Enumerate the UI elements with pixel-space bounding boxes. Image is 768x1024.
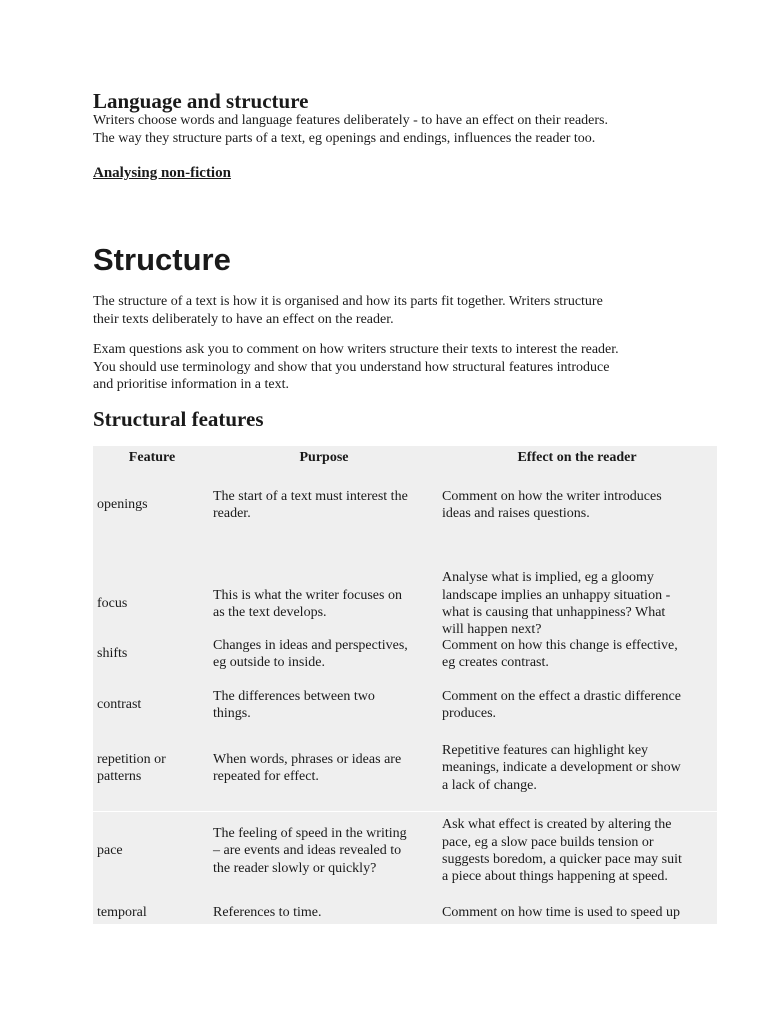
purpose-cell: [213, 898, 435, 928]
cell-line: The start of a text must interest the: [213, 488, 408, 504]
cell-line: things.: [213, 706, 251, 721]
feature-cell: [97, 674, 207, 736]
purpose-cell: [213, 732, 435, 804]
cell-line: When words, phrases or ideas are: [213, 751, 402, 767]
cell-line: produces.: [442, 706, 497, 721]
table-row: [93, 898, 717, 928]
cell-line: a lack of change.: [442, 777, 537, 793]
cell-line: reader.: [213, 506, 251, 521]
header-effect: Effect on the reader: [517, 450, 637, 466]
section-title: Structure: [93, 242, 231, 277]
effect-cell: [442, 810, 714, 892]
table-row: [93, 674, 717, 736]
cell-line: repetition or: [97, 751, 166, 767]
cell-line: References to time.: [213, 905, 322, 921]
page-heading: Language and structure: [93, 89, 309, 113]
cell-line: Comment on the effect a drastic difference: [442, 688, 681, 704]
row-divider: [93, 811, 717, 812]
cell-line: focus: [97, 596, 128, 612]
cell-line: Comment on how this change is effective,: [442, 637, 678, 653]
table-header-row: [93, 446, 717, 470]
table-row: [93, 810, 717, 892]
feature-cell: [97, 898, 207, 928]
structure-paragraph-1: [93, 293, 693, 328]
structural-features-table: [93, 446, 717, 924]
purpose-cell: [213, 810, 435, 892]
purpose-cell: [213, 674, 435, 736]
cell-line: Comment on how time is used to speed up: [442, 905, 680, 921]
effect-cell: [442, 732, 714, 804]
cell-line: pace: [97, 843, 123, 859]
cell-line: will happen next?: [442, 622, 542, 638]
cell-line: temporal: [97, 905, 147, 921]
table-row: [93, 732, 717, 804]
cell-line: Ask what effect is created by altering the: [442, 817, 672, 833]
paragraph-line: You should use terminology and show that you understand how structural features introduce: [93, 359, 610, 375]
cell-line: landscape implies an unhappy situation -: [442, 587, 671, 603]
cell-line: Repetitive features can highlight key: [442, 742, 649, 758]
cell-line: ideas and raises questions.: [442, 506, 590, 521]
paragraph-line: The structure of a text is how it is organised and how its parts fit together. Writers structure: [93, 294, 603, 309]
effect-cell: [442, 674, 714, 736]
cell-line: a piece about things happening at speed.: [442, 869, 668, 885]
header-purpose: Purpose: [299, 450, 349, 466]
cell-line: contrast: [97, 697, 142, 713]
intro-paragraph: [93, 112, 693, 147]
structure-paragraph-2: [93, 341, 693, 394]
purpose-cell: [213, 478, 435, 532]
cell-line: repeated for effect.: [213, 769, 319, 784]
cell-line: openings: [97, 497, 148, 513]
paragraph-line: their texts deliberately to have an effect on the reader.: [93, 311, 394, 327]
effect-cell: [442, 478, 714, 532]
cell-line: eg outside to inside.: [213, 655, 325, 670]
cell-line: This is what the writer focuses on: [213, 587, 402, 603]
paragraph-line: Exam questions ask you to comment on how writers structure their texts to interest the reader.: [93, 342, 619, 357]
intro-line: Writers choose words and language features deliberately - to have an effect on their readers.: [93, 113, 609, 128]
effect-cell: [442, 898, 714, 928]
table-row: [93, 478, 717, 532]
feature-cell: [97, 810, 207, 892]
cell-line: The feeling of speed in the writing: [213, 825, 407, 841]
header-feature: Feature: [128, 450, 176, 466]
intro-line: The way they structure parts of a text, eg openings and endings, influences the reader too.: [93, 130, 596, 146]
cell-line: eg creates contrast.: [442, 655, 549, 670]
feature-cell: [97, 478, 207, 532]
cell-line: pace, eg a slow pace builds tension or: [442, 834, 654, 850]
cell-line: – are events and ideas revealed to: [213, 843, 402, 859]
cell-line: as the text develops.: [213, 605, 327, 620]
cell-line: patterns: [97, 769, 142, 784]
feature-cell: [97, 732, 207, 804]
cell-line: shifts: [97, 646, 128, 662]
cell-line: suggests boredom, a quicker pace may suit: [442, 852, 682, 867]
cell-line: the reader slowly or quickly?: [213, 860, 377, 876]
cell-line: Comment on how the writer introduces: [442, 488, 662, 504]
cell-line: what is causing that unhappiness? What: [442, 605, 666, 620]
analysing-non-fiction-link[interactable]: Analysing non-fiction: [93, 165, 231, 181]
cell-line: meanings, indicate a development or show: [442, 760, 681, 776]
cell-line: The differences between two: [213, 688, 375, 704]
subsection-title: Structural features: [93, 407, 264, 431]
cell-line: Changes in ideas and perspectives,: [213, 637, 408, 653]
cell-line: Analyse what is implied, eg a gloomy: [442, 570, 654, 586]
paragraph-line: and prioritise information in a text.: [93, 377, 289, 392]
